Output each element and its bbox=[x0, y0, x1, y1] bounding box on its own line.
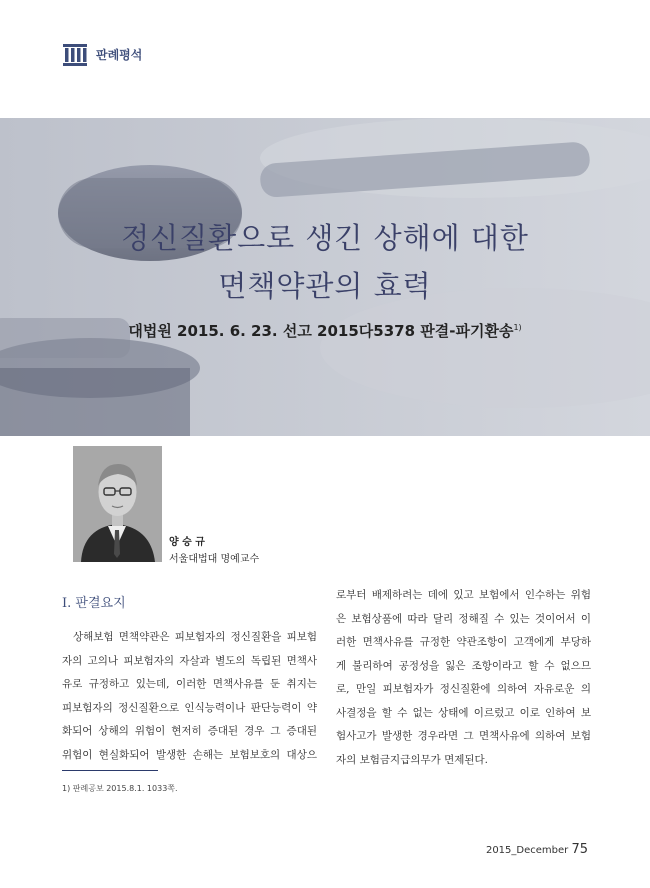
footnote-reference: 1) bbox=[513, 323, 522, 332]
author-name: 양 승 규 bbox=[169, 537, 205, 548]
article-title-line-2: 면책약관의 효력 bbox=[218, 269, 432, 303]
body-line: 위험이 현실화되어 발생한 손해는 보험보호의 대상으 bbox=[62, 748, 317, 761]
pillars-icon bbox=[62, 41, 88, 67]
author-photo bbox=[73, 446, 162, 562]
hero-banner bbox=[0, 118, 650, 436]
body-line: 로부터 배제하려는 데에 있고 보험에서 인수하는 위험 bbox=[336, 589, 591, 601]
body-line: 은 보험상품에 따라 달리 정해질 수 있는 것이어서 이 bbox=[336, 612, 591, 625]
body-line: 자의 고의나 피보험자의 자살과 별도의 독립된 면책사 bbox=[62, 654, 317, 667]
footnote: 1) 판례공보 2015.8.1. 1033쪽. bbox=[62, 784, 178, 793]
section-header bbox=[62, 40, 142, 68]
section-heading: Ⅰ. 판결요지 bbox=[62, 596, 126, 611]
body-line: 피보험자의 정신질환으로 인식능력이나 판단능력이 약 bbox=[62, 701, 317, 714]
page-number: 75 bbox=[571, 842, 588, 857]
body-column-right bbox=[336, 584, 591, 772]
case-subtitle-text: 대법원 2015. 6. 23. 선고 2015다5378 판결-파기환송 bbox=[128, 322, 514, 340]
body-line: 로, 만일 피보험자가 정신질환에 의하여 자유로운 의 bbox=[336, 683, 591, 695]
case-subtitle bbox=[0, 320, 650, 341]
author-title: 서울대법대 명예교수 bbox=[169, 554, 260, 565]
section-label: 판례평석 bbox=[96, 47, 143, 62]
issue-label: 2015_December bbox=[485, 845, 569, 856]
body-line: 사결정을 할 수 없는 상태에 이르렀고 이로 인하여 보 bbox=[336, 706, 591, 719]
body-line: 러한 면책사유를 규정한 약관조항이 고객에게 부당하 bbox=[336, 636, 591, 648]
page-footer bbox=[486, 842, 588, 857]
article-title-line-1: 정신질환으로 생긴 상해에 대한 bbox=[121, 221, 529, 255]
footnote-divider bbox=[62, 770, 158, 771]
body-line: 게 불리하여 공정성을 잃은 조항이라고 할 수 없으므 bbox=[336, 659, 591, 672]
body-line: 험사고가 발생한 경우라면 그 면책사유에 의하여 보험 bbox=[336, 730, 591, 742]
body-line: 자의 보험금지급의무가 면제된다. bbox=[336, 753, 489, 766]
body-column-left bbox=[62, 626, 317, 767]
body-line: 상해보험 면책약관은 피보험자의 정신질환을 피보험 bbox=[73, 631, 317, 643]
body-line: 유로 규정하고 있는데, 이러한 면책사유를 둔 취지는 bbox=[62, 678, 317, 690]
body-line: 화되어 상해의 위험이 현저히 증대된 경우 그 증대된 bbox=[62, 725, 317, 737]
